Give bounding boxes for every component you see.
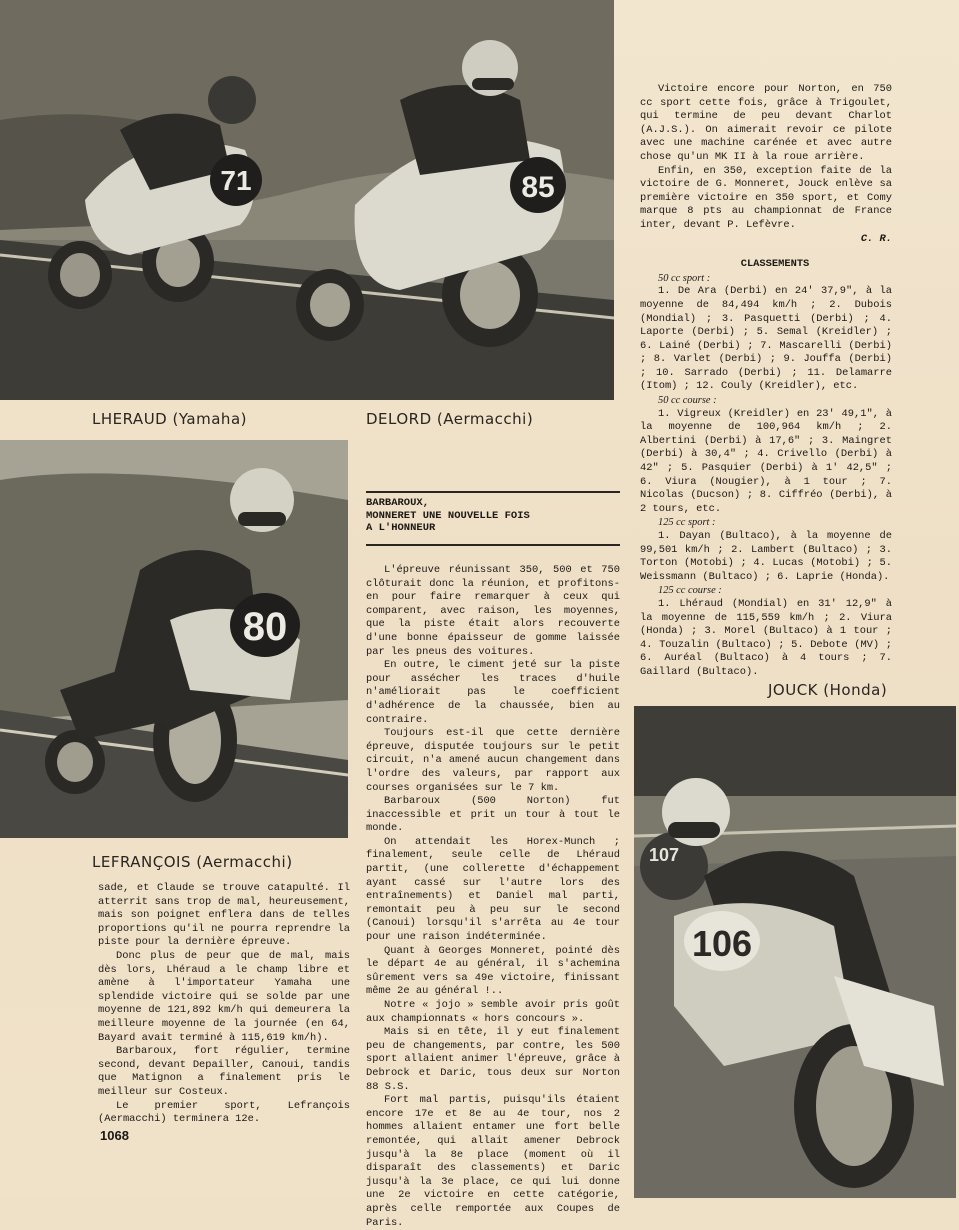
heading-rule-top	[366, 491, 620, 493]
middle-para-9: Fort mal partis, puisqu'ils étaient encore 17e et 8e au 4e tour, nos 2 hommes allaient entamer une fort belle remontée, qui allait amener Debrock jusqu'à la 8e place (moment où il disparaît des classements) et Daric jusqu'à la 3e place, ce qui lui donne une 2e victoire en cette catégorie, après celle remportée aux Coupes de Paris.	[366, 1094, 620, 1229]
photo-jouck	[634, 706, 956, 1198]
caption-delord: DELORD (Aermacchi)	[366, 410, 534, 428]
left-para-4: Le premier sport, Lefrançois (Aermacchi) terminera 12e.	[98, 1099, 350, 1126]
cat-125-course-label: 125 cc course :	[658, 585, 722, 597]
middle-para-4: Barbaroux (500 Norton) fut inaccessible et prit un tour à tout le monde.	[366, 795, 620, 835]
left-para-3: Barbaroux, fort régulier, termine second, devant Depailler, Canoui, tandis que Matignon a finalement pris le meilleur sur Costeux.	[98, 1045, 350, 1098]
cat-125-sport-results: 1. Dayan (Bultaco), à la moyenne de 99,501 km/h ; 2. Lambert (Bultaco) ; 3. Torton (Motobi) ; 4. Lucas (Motobi) ; 5. Weissmann (Bultaco) ; 6. Laprie (Honda).	[640, 530, 892, 583]
middle-heading-line-2: MONNERET UNE NOUVELLE FOIS	[366, 509, 530, 522]
middle-heading	[366, 497, 620, 535]
middle-para-1: L'épreuve réunissant 350, 500 et 750 clôturait donc la réunion, et profitons-en pour faire remarquer à ceux qui comparent, avec raison, les moyennes, que la piste était alors recouverte d'une bonne épaisseur de gomme laissée par les pneus des voitures.	[366, 564, 620, 658]
heading-rule-bottom	[366, 544, 620, 546]
left-column	[98, 882, 350, 1127]
middle-heading-line-1: BARBAROUX,	[366, 497, 430, 509]
middle-para-5: On attendait les Horex-Munch ; finalement, seule celle de Lhéraud partit, (une collerette d'échappement ayant cassé sur l'autre lors des entraînements) et Daniel mal parti, remontait peu à peu sur le second (Canoui) lorsqu'il s'arrêta au 4e tour pour une raison indéterminée.	[366, 835, 620, 944]
bike-number-lheraud: 71	[220, 165, 252, 196]
bike-number-delord: 85	[521, 171, 555, 204]
photo-lheraud-delord	[0, 0, 614, 400]
left-para-2: Donc plus de peur que de mal, mais dès lors, Lhéraud a le champ libre et amène à l'importateur Yamaha une splendide victoire qui se solde par une moyenne de 121,892 km/h qui demeurera la meilleure moyenne de la journée (en 64, Bayard avait terminé à 115,619 km/h).	[98, 949, 350, 1044]
photo-lefrancois	[0, 440, 348, 838]
cat-125-sport-label: 125 cc sport :	[658, 517, 716, 529]
right-intro-1: Victoire encore pour Norton, en 750 cc sport cette fois, grâce à Trigoulet, qui termine de peu devant Charlot (A.J.S.). On aimerait revoir ce pilote avec une machine carénée et avec autre chose qu'un MK II à la roue arrière.	[640, 83, 892, 163]
cat-50-course-results: 1. Vigreux (Kreidler) en 23' 49,1", à la moyenne de 100,964 km/h ; 2. Albertini (Derbi) à 17,6" ; 3. Maingret (Derbi) à 30,4" ; 4. Crivello (Derbi) à 42" ; 5. Pasquier (Derbi) à 1' 42,5" ; 6. Viura (Nougier), à 1 tour ; 7. Nicolas (Ducson) ; 8. Ciffréo (Derbi), à 2 tours, etc.	[640, 407, 892, 515]
middle-column	[366, 564, 620, 1230]
middle-para-3: Toujours est-il que cette dernière épreuve, disputée toujours sur le petit circuit, n'a amené aucun changement dans l'ordre des valeurs, par rapport aux courses organisées sur le 7 km.	[366, 727, 620, 794]
cat-50-course-label: 50 cc course :	[658, 395, 717, 407]
right-intro-2: Enfin, en 350, exception faite de la victoire de G. Monneret, Jouck enlève sa première victoire en 350 sport, et Comy marque 8 pts au championnat de France inter, devant P. Lefèvre.	[640, 164, 892, 231]
left-para-1: sade, et Claude se trouve catapulté. Il atterrit sans trop de mal, heureusement, mais son poignet enflera dans de telles proportions qu'il ne pourra reprendre la piste pour la dernière épreuve.	[98, 882, 350, 949]
cat-50-sport-label: 50 cc sport :	[658, 272, 711, 284]
middle-heading-line-3: A L'HONNEUR	[366, 522, 436, 534]
bike-number-jouck-bg: 107	[648, 845, 680, 865]
cat-125-course-results: 1. Lhéraud (Mondial) en 31' 12,9" à la moyenne de 115,559 km/h ; 2. Viura (Honda) ; 3. Morel (Bultaco) à 1 tour ; 4. Touzalin (Bultaco) ; 5. Debote (MV) ; 6. Auréal (Bultaco) à 4 tours ; 7. Gaillard (Bultaco).	[640, 597, 892, 678]
page-number: 1068	[100, 1128, 129, 1143]
right-column	[640, 83, 892, 680]
bike-number-jouck: 106	[691, 923, 753, 964]
middle-para-8: Mais si en tête, il y eut finalement peu de changements, par contre, les 500 sport allaient animer l'épreuve, grâce à Debrock et Daric, tous deux sur Norton 88 S.S.	[366, 1026, 620, 1093]
caption-lefrancois: LEFRANÇOIS (Aermacchi)	[92, 853, 293, 871]
middle-para-7: Notre « jojo » semble avoir pris goût aux championnats « hors concours ».	[366, 999, 620, 1025]
classements-title: CLASSEMENTS	[740, 258, 810, 271]
middle-para-6: Quant à Georges Monneret, pointé dès le départ 4e au général, il s'achemina sûrement vers sa 49e victoire, finissant même 2e au général !..	[366, 944, 620, 998]
signature: C. R.	[860, 232, 892, 245]
caption-lheraud: LHERAUD (Yamaha)	[92, 410, 247, 428]
middle-para-2: En outre, le ciment jeté sur la piste pour assécher les traces d'huile n'améliorait pas le coefficient d'adhérence de la chaussée, bien au contraire.	[366, 659, 620, 726]
caption-jouck: JOUCK (Honda)	[768, 681, 888, 699]
bike-number-lefrancois: 80	[242, 605, 288, 649]
cat-50-sport-results: 1. De Ara (Derbi) en 24' 37,9", à la moyenne de 84,494 km/h ; 2. Dubois (Mondial) ; 3. Pasquetti (Derbi) ; 4. Laporte (Derbi) ; 5. Semal (Kreidler) ; 6. Lainé (Derbi) ; 7. Mascarelli (Derbi) ; 8. Varlet (Derbi) ; 9. Jouffa (Derbi) ; 10. Sarrado (Derbi) ; 11. Delamarre (Itom) ; 12. Couly (Kreidler), etc.	[640, 285, 892, 393]
